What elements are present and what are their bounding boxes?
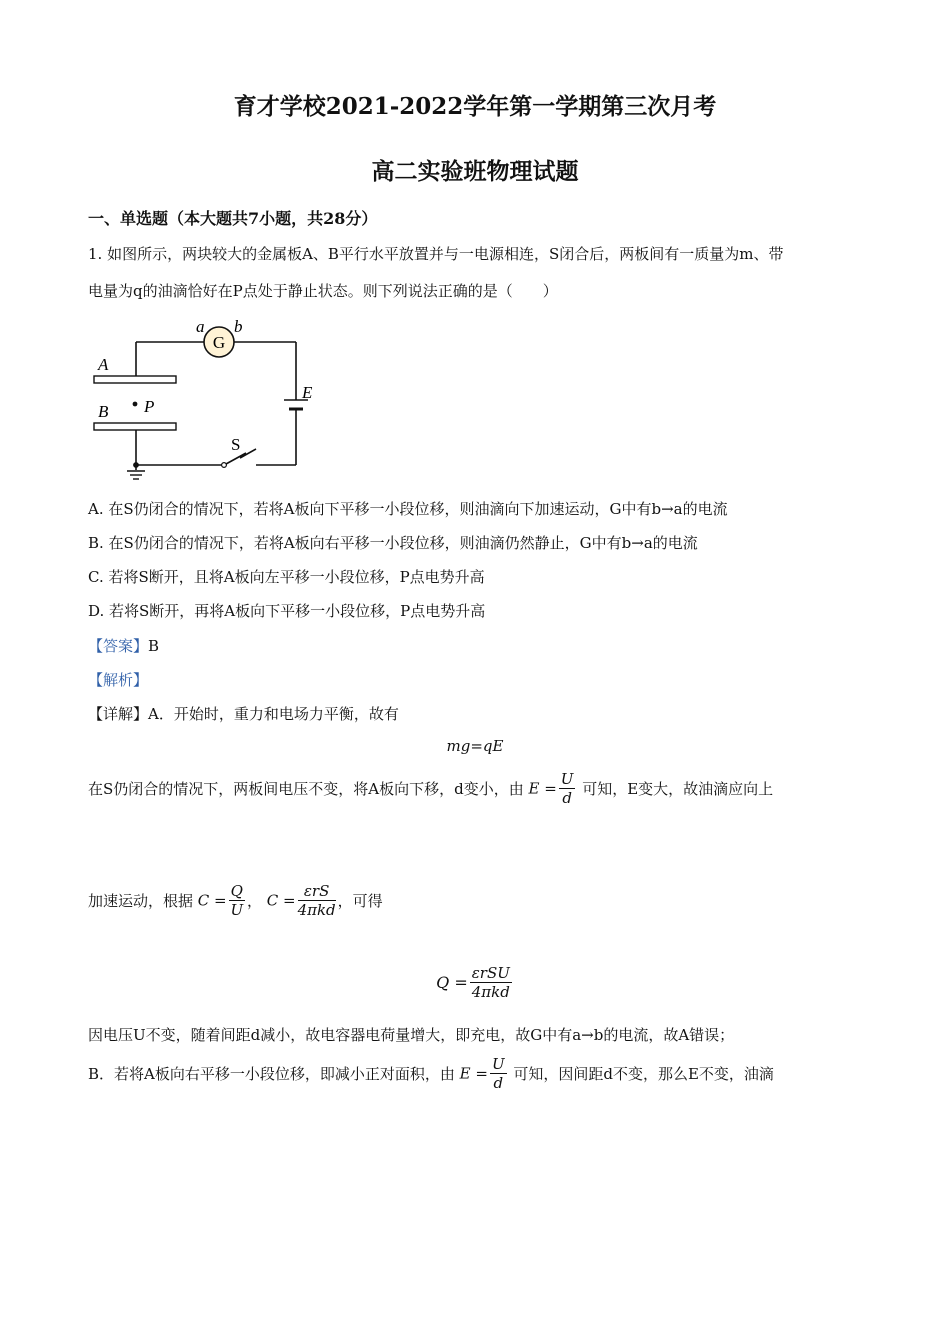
option-a: A. 在S仍闭合的情况下，若将A板向下平移一小段位移，则油滴向下加速运动，G中有b→a的电流 xyxy=(88,500,728,518)
fraction-q-over-u xyxy=(229,882,245,919)
exam-subtitle: 高二实验班物理试题 xyxy=(371,158,579,185)
frac-e-lhs: E = xyxy=(528,779,557,798)
equation-mg-qe: mg=qE xyxy=(446,737,504,755)
plate-b xyxy=(94,423,176,430)
frac-c2-num: εrS xyxy=(298,882,336,901)
detail-text: A．开始时，重力和电场力平衡，故有 xyxy=(148,705,399,723)
fraction-u-over-d xyxy=(559,770,576,807)
paragraph-1 xyxy=(88,770,773,807)
para1-pre: 在S仍闭合的情况下，两板间电压不变，将A板向下移，d变小，由 xyxy=(88,780,524,798)
fraction-u-over-d-2 xyxy=(490,1055,507,1092)
frac-c1-lhs: C = xyxy=(197,891,227,910)
paragraph-4 xyxy=(88,1055,774,1092)
option-c: C. 若将S断开，且将A板向左平移一小段位移，P点电势升高 xyxy=(88,568,485,586)
frac-q-num: εrSU xyxy=(471,964,510,982)
separator: ， xyxy=(246,892,262,910)
frac-c1-num: Q xyxy=(230,882,243,900)
exam-title: 育才学校2021-2022学年第一学期第三次月考 xyxy=(233,93,717,120)
para2-pre: 加速运动，根据 xyxy=(88,892,194,910)
paragraph-2 xyxy=(88,882,383,919)
equation-q xyxy=(0,964,950,1001)
fraction-capacitance xyxy=(298,882,336,919)
frac-e2-num: U xyxy=(491,1055,505,1073)
answer-value: B xyxy=(148,637,160,655)
switch-lever xyxy=(226,453,246,464)
section-heading: 一、单选题（本大题共7小题，共28分） xyxy=(88,209,378,228)
label-b: b xyxy=(234,317,243,336)
frac-c2-den: 4πkd xyxy=(297,901,336,919)
question-line-1: 1. 如图所示，两块较大的金属板A、B平行水平放置并与一电源相连，S闭合后，两板间有一质量为m、带 xyxy=(88,245,784,263)
label-a: a xyxy=(196,317,205,336)
point-p-label: P xyxy=(144,397,155,416)
answer-row xyxy=(88,635,159,656)
question-line-2: 电量为q的油滴恰好在P点处于静止状态。则下列说法正确的是（ ） xyxy=(88,282,558,300)
fraction-charge xyxy=(470,964,512,1001)
detail-row xyxy=(88,703,399,724)
analysis-label: 【解析】 xyxy=(88,671,149,689)
switch-label: S xyxy=(231,435,241,454)
frac-e-den: d xyxy=(562,789,572,807)
option-d: D. 若将S断开，再将A板向下平移一小段位移，P点电势升高 xyxy=(88,602,486,620)
para4-pre: B．若将A板向右平移一小段位移，即减小正对面积，由 xyxy=(88,1065,455,1083)
frac-e2-lhs: E = xyxy=(459,1064,488,1083)
paragraph-3: 因电压U不变，随着间距d减小，故电容器电荷量增大，即充电，故G中有a→b的电流，故A错误； xyxy=(88,1026,735,1044)
frac-c2-lhs: C = xyxy=(266,891,296,910)
frac-q-lhs: Q = xyxy=(436,973,468,992)
para4-post: 可知，因间距d不变，那么E不变，油滴 xyxy=(513,1065,774,1083)
option-b: B. 在S仍闭合的情况下，若将A板向右平移一小段位移，则油滴仍然静止，G中有b→a的电流 xyxy=(88,534,698,552)
frac-q-den: 4πkd xyxy=(471,983,510,1001)
battery-label: E xyxy=(302,383,313,402)
galvanometer-label: G xyxy=(212,333,226,352)
detail-label: 【详解】 xyxy=(88,705,149,723)
point-p-dot xyxy=(133,402,138,407)
answer-label: 【答案】 xyxy=(88,637,149,655)
galvanometer xyxy=(204,327,234,357)
frac-e2-den: d xyxy=(493,1074,504,1092)
frac-c1-den: U xyxy=(230,901,244,919)
para2-post: ，可得 xyxy=(337,892,383,910)
plate-b-label: B xyxy=(98,402,109,421)
frac-e-num: U xyxy=(560,770,574,788)
circuit-diagram xyxy=(86,312,326,482)
plate-a-label: A xyxy=(98,355,109,374)
plate-a xyxy=(94,376,176,383)
para1-post: 可知，E变大，故油滴应向上 xyxy=(582,780,774,798)
